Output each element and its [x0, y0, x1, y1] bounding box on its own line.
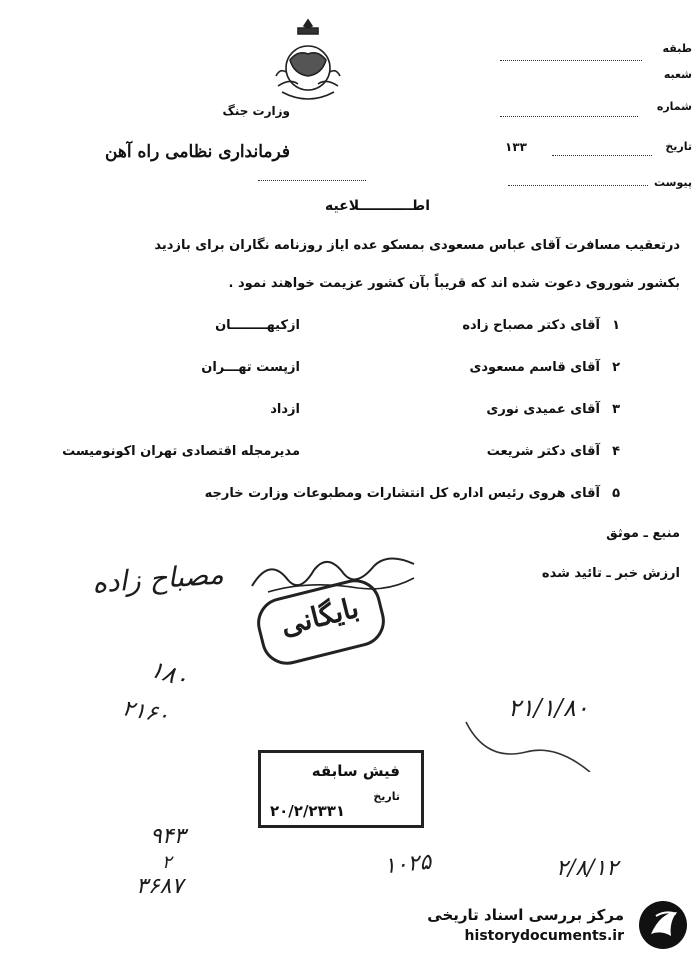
intro-line-2: بکشور شوروی دعوت شده اند که قریباً بآن کشور عزیمت خواهند نمود . [228, 276, 680, 291]
list-item-2-name: آقای قاسم مسعودی [469, 360, 600, 375]
date-label: تاریخ [665, 140, 692, 153]
ministry-name: وزارت جنگ [222, 104, 290, 118]
list-item-1-number: ۱ [612, 318, 620, 333]
margin-sub-note: ۲۱۶۰ [120, 696, 172, 729]
list-item-1-name: آقای دکتر مصباح زاده [462, 318, 600, 333]
attachment-label: پیوست [654, 176, 692, 189]
list-item-4-number: ۴ [612, 444, 620, 459]
bottom-middle-note: ۱۰۲۵ [382, 849, 433, 880]
header-rule [258, 180, 366, 181]
assessment-line: ارزش خبر ـ تائید شده [541, 566, 680, 581]
category-line [500, 60, 642, 61]
list-item-3-name: آقای عمیدی نوری [486, 402, 600, 417]
section-label: شعبه [663, 68, 692, 81]
archive-stamp-text: بایگانی [277, 590, 363, 643]
watermark-url: historydocuments.ir [464, 928, 624, 944]
number-label: شماره [656, 100, 692, 113]
bottom-right-note: ۲/۸/۱۲ [556, 856, 619, 881]
attachment-line [508, 185, 648, 186]
list-item-2-affiliation: ازپست تهـــران [201, 360, 300, 375]
bottom-left-note-2: ۲ [162, 852, 172, 873]
record-stamp-title: فیش سابقه [311, 762, 400, 780]
intro-line-1: درتعقیب مسافرت آقای عباس مسعودی بمسکو عده ایاز روزنامه نگاران برای بازدید [154, 238, 680, 253]
margin-note: ۱۸۰ [146, 654, 193, 694]
record-stamp-date-value: ۲۰/۲/۲۳۳۱ [270, 802, 346, 820]
list-item-3-affiliation: ازداد [270, 402, 300, 417]
emblem-icon [268, 16, 348, 108]
office-name: فرمانداری نظامی راه آهن [104, 142, 290, 162]
watermark-logo-icon [634, 896, 692, 954]
source-line: منبع ـ موثق [606, 526, 680, 541]
bottom-left-note-1: ۹۴۳ [150, 824, 186, 849]
list-item-3-number: ۳ [612, 402, 620, 417]
number-line [500, 116, 638, 117]
list-item-4-name: آقای دکتر شریعت [486, 444, 600, 459]
list-item-5-name: آقای هروی رئیس اداره کل انتشارات ومطبوعات وزارت خارجه [204, 486, 600, 501]
list-item-1-affiliation: ازکیهــــــــان [215, 318, 300, 333]
record-stamp-date-label: تاریخ [373, 790, 400, 803]
date-line [552, 155, 652, 156]
date-value: ۱۳۳ [505, 140, 527, 154]
right-scribble [460, 712, 600, 772]
list-item-2-number: ۲ [612, 360, 620, 375]
watermark-text-fa: مرکز بررسی اسناد تاریخی [427, 906, 624, 924]
notice-title: اطـــــــــــلاعیه [324, 198, 430, 214]
right-handwritten-note: ۲۱/۱/۸۰ [508, 694, 589, 722]
handwritten-name: مصباح زاده [91, 557, 225, 600]
list-item-4-affiliation: مدیرمجله اقتصادی تهران اکونومیست [62, 444, 300, 459]
category-label: طبقه [662, 42, 692, 55]
bottom-left-note-3: ۳۶۸۷ [136, 874, 184, 899]
list-item-5-number: ۵ [612, 486, 620, 501]
